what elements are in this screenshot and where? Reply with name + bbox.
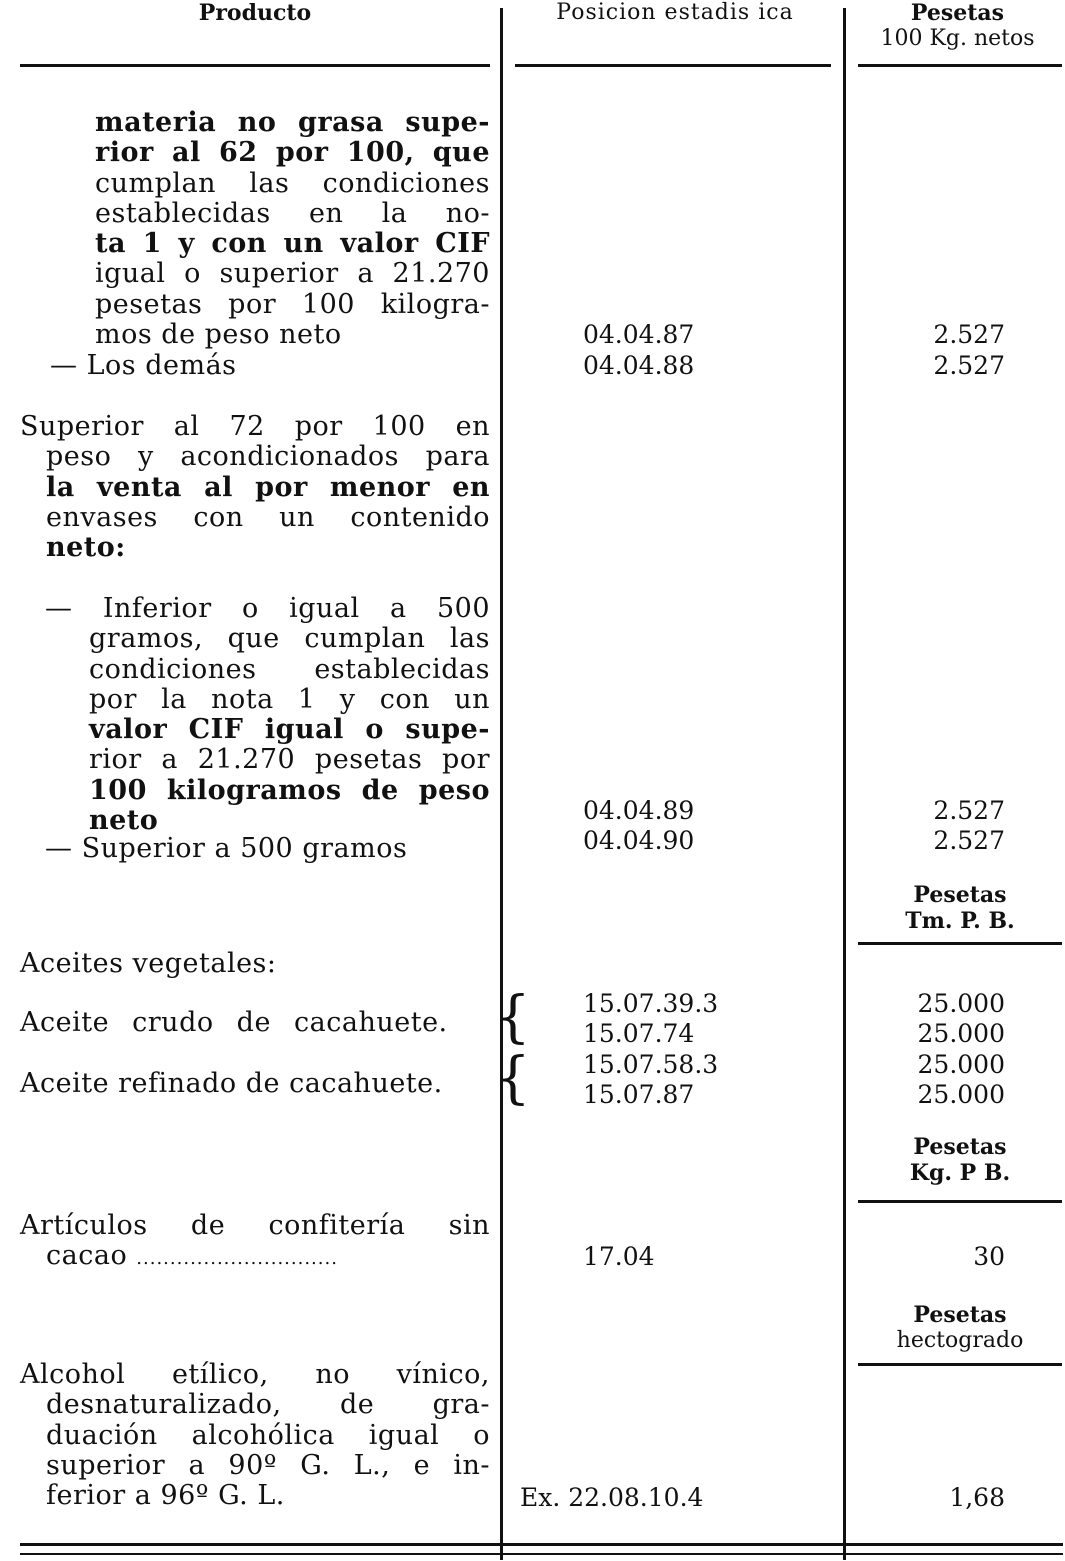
unit-pesetas-hectogrado (855, 1302, 1065, 1354)
header-rule-pesetas (858, 64, 1062, 67)
unit-pesetas-tm-pb (855, 882, 1065, 934)
rule-kg-pb (858, 1200, 1062, 1203)
value-04-04-87: 2.527 (933, 320, 1005, 349)
unit-line: Tm. P. B. (905, 908, 1015, 934)
bottom-rule-1 (20, 1543, 1063, 1546)
text-line: gramos, que cumplan las (89, 623, 490, 655)
code-04-04-87: 04.04.87 (583, 320, 695, 349)
text-line: mos de peso neto (95, 319, 342, 351)
row-los-demas: — Los demás (50, 350, 237, 381)
text-line: neto: (46, 532, 126, 564)
leader-dots: .............................. (136, 1248, 338, 1270)
product-block-inferior-500 (45, 594, 490, 836)
code-15-07-87: 15.07.87 (583, 1080, 695, 1109)
text-line: desnaturalizado, de gra- (46, 1389, 490, 1421)
text-line: Alcohol etílico, no vínico, (20, 1359, 490, 1390)
code-04-04-89: 04.04.89 (583, 796, 695, 825)
text-line: condiciones establecidas (89, 653, 490, 685)
text-line: establecidas en la no- (95, 197, 490, 229)
code-15-07-74: 15.07.74 (583, 1019, 695, 1048)
brace-aceite-crudo: { (495, 985, 531, 1050)
code-04-04-90: 04.04.90 (583, 826, 695, 855)
unit-pesetas-kg-pb (855, 1134, 1065, 1186)
text-line: envases con un contenido (46, 501, 490, 533)
value-17-04: 30 (973, 1242, 1005, 1271)
rule-tm-pb (858, 942, 1062, 945)
unit-line: Pesetas (913, 1302, 1007, 1328)
value-aceite-refinado-1: 25.000 (917, 1050, 1005, 1079)
text-line: por la nota 1 y con un (89, 683, 490, 715)
header-posicion: Posicion estadis ica (556, 0, 794, 25)
text-line: rior al 62 por 100, que (95, 137, 490, 169)
text-line: la venta al por menor en (46, 471, 490, 503)
value-22-08-10-4: 1,68 (949, 1483, 1005, 1512)
label-aceite-refinado: Aceite refinado de cacahuete. (20, 1068, 443, 1099)
text-line: igual o superior a 21.270 (95, 258, 490, 290)
code-ex-22-08-10-4: Ex. 22.08.10.4 (520, 1483, 704, 1512)
text-line: rior a 21.270 pesetas por (89, 744, 490, 776)
value-04-04-89: 2.527 (933, 796, 1005, 825)
text-cacao: cacao (46, 1240, 128, 1272)
text-line: valor CIF igual o supe- (89, 714, 490, 746)
text-line: neto (89, 805, 159, 837)
brace-aceite-refinado: { (495, 1046, 531, 1111)
text-line: Artículos de confitería sin (20, 1210, 490, 1241)
value-aceite-refinado-2: 25.000 (917, 1080, 1005, 1109)
product-block-alcohol (20, 1360, 490, 1511)
unit-line: Kg. P B. (909, 1160, 1011, 1186)
product-block-confiteria (20, 1211, 490, 1275)
value-aceite-crudo-1: 25.000 (917, 989, 1005, 1018)
label-aceite-crudo: Aceite crudo de cacahuete. (20, 1007, 448, 1038)
row-superior-500: — Superior a 500 gramos (45, 833, 408, 864)
header-pesetas-line2: 100 Kg. netos (880, 26, 1035, 51)
text-line: ta 1 y con un valor CIF (95, 228, 490, 260)
text-line-cacao (20, 1241, 490, 1274)
product-block-superior-72 (20, 412, 490, 563)
code-17-04: 17.04 (583, 1242, 655, 1271)
rule-hectogrado (858, 1363, 1062, 1366)
product-block-materia (95, 108, 490, 350)
code-15-07-39-3: 15.07.39.3 (583, 989, 719, 1018)
heading-aceites-vegetales: Aceites vegetales: (20, 948, 277, 979)
column-divider-left (500, 8, 503, 1560)
code-15-07-58-3: 15.07.58.3 (583, 1050, 719, 1079)
text-line: — Inferior o igual a 500 (45, 593, 490, 624)
text-line: peso y acondicionados para (46, 441, 490, 473)
code-04-04-88: 04.04.88 (583, 351, 695, 380)
value-04-04-88: 2.527 (933, 351, 1005, 380)
header-pesetas (850, 0, 1065, 52)
header-pesetas-line1: Pesetas (910, 0, 1005, 26)
text-line: Superior al 72 por 100 en (20, 411, 490, 442)
value-04-04-90: 2.527 (933, 826, 1005, 855)
column-divider-right (843, 8, 846, 1560)
unit-line: hectogrado (896, 1328, 1024, 1353)
text-line: 100 kilogramos de peso (89, 774, 490, 806)
text-line: ferior a 96º G. L. (46, 1480, 285, 1512)
value-aceite-crudo-2: 25.000 (917, 1019, 1005, 1048)
text-line: cumplan las condiciones (95, 167, 490, 199)
header-producto: Producto (198, 0, 312, 26)
text-line: pesetas por 100 kilogra- (95, 288, 490, 320)
text-line: materia no grasa supe- (95, 107, 490, 138)
header-rule-producto (20, 64, 490, 67)
unit-line: Pesetas (913, 882, 1007, 908)
bottom-rule-2 (20, 1553, 1063, 1555)
unit-line: Pesetas (913, 1134, 1007, 1160)
header-rule-posicion (515, 64, 831, 67)
text-line: duación alcohólica igual o (46, 1419, 490, 1451)
text-line: superior a 90º G. L., e in- (46, 1449, 490, 1481)
